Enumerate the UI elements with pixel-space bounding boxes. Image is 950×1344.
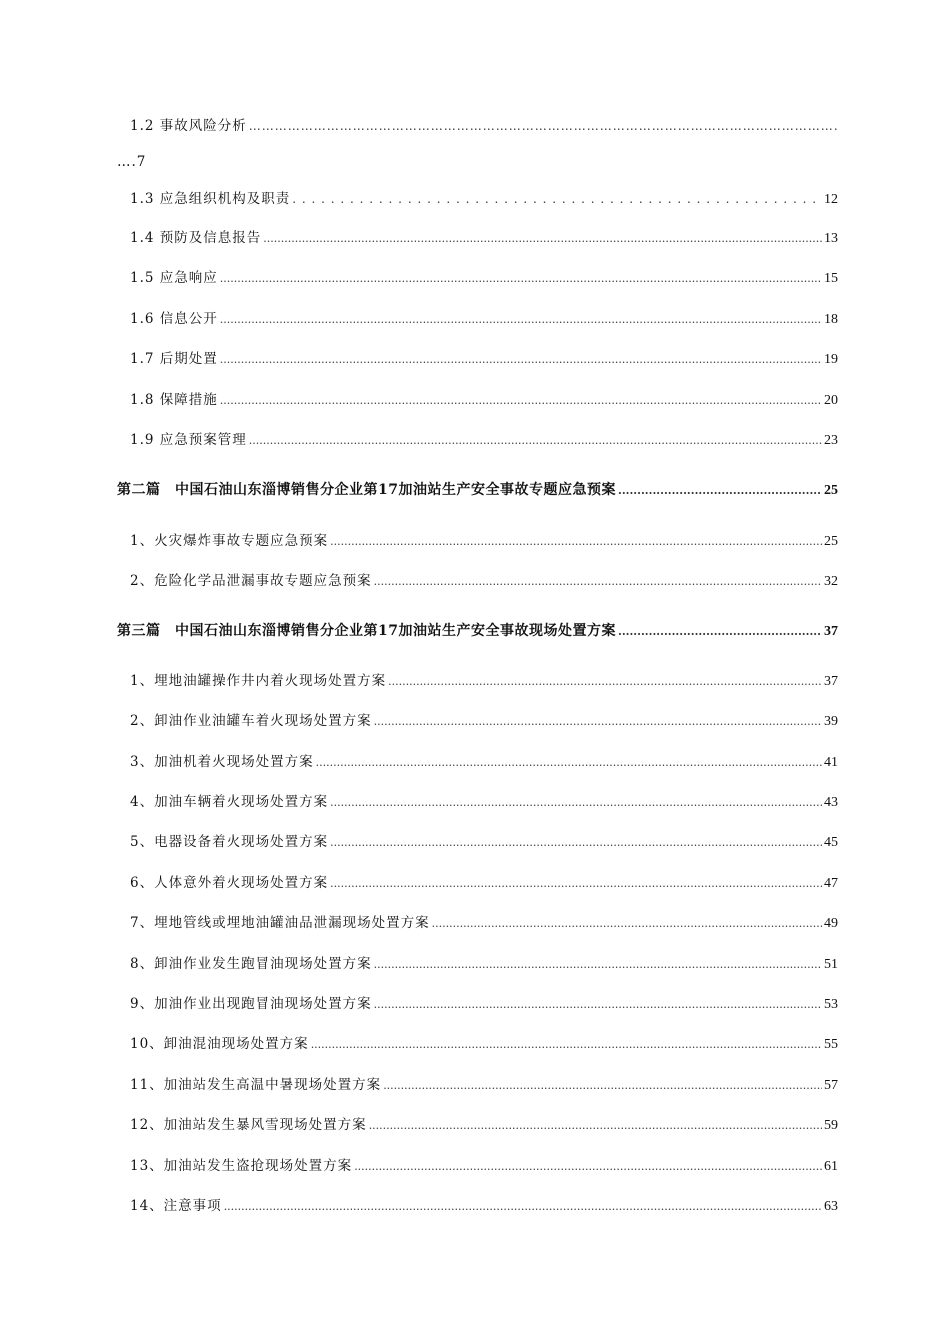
toc-entry-p3-6[interactable] [130, 874, 838, 893]
dot-leader [220, 269, 822, 288]
toc-page-number: 63 [824, 1199, 838, 1214]
toc-entry-p3-2[interactable] [130, 712, 838, 731]
dot-leader [220, 350, 822, 369]
dot-leader [374, 712, 822, 731]
toc-label: 5、电器设备着火现场处置方案 [130, 834, 329, 850]
toc-page-number: 32 [824, 574, 838, 589]
toc-page-number: 25 [824, 483, 838, 498]
toc-page-number: 20 [824, 393, 838, 408]
toc-page-number: 18 [824, 312, 838, 327]
toc-label: 1.5 应急响应 [130, 270, 218, 286]
toc-label: 13、加油站发生盗抢现场处置方案 [130, 1158, 353, 1174]
dot-leader [330, 833, 822, 852]
toc-label: 14、注意事项 [130, 1198, 222, 1214]
dot-leader [224, 1197, 822, 1216]
toc-entry-p3-4[interactable] [130, 793, 838, 812]
toc-page-number: 41 [824, 755, 838, 770]
toc-label: 2、卸油作业油罐车着火现场处置方案 [130, 713, 372, 729]
toc-page-number: 51 [824, 957, 838, 972]
dot-leader [374, 572, 822, 591]
toc-label: 1.7 后期处置 [130, 351, 218, 367]
dot-leader [383, 1076, 822, 1095]
toc-entry-p2-1[interactable] [130, 532, 838, 551]
toc-entry-1-2-continuation: ….7 [117, 154, 147, 170]
dot-leader [249, 117, 838, 135]
toc-page-number: 55 [824, 1037, 838, 1052]
toc-page-number: 23 [824, 433, 838, 448]
toc-label: 1.6 信息公开 [130, 311, 218, 327]
toc-page-number: 15 [824, 271, 838, 286]
dot-leader [249, 431, 822, 450]
toc-part-3[interactable] [117, 622, 838, 641]
toc-entry-p3-5[interactable] [130, 833, 838, 852]
toc-page-number: 13 [824, 231, 838, 246]
toc-entry-p2-2[interactable] [130, 572, 838, 591]
toc-entry-1-9[interactable] [130, 431, 838, 450]
toc-label: 1、埋地油罐操作井内着火现场处置方案 [130, 673, 387, 689]
toc-label: 10、卸油混油现场处置方案 [130, 1036, 309, 1052]
toc-entry-p3-8[interactable] [130, 955, 838, 974]
toc-page-number: 19 [824, 352, 838, 367]
toc-entry-p3-12[interactable] [130, 1116, 838, 1135]
dot-leader [354, 1157, 822, 1176]
toc-entry-p3-1[interactable] [130, 672, 838, 691]
toc-entry-1-8[interactable] [130, 391, 838, 410]
toc-entry-1-7[interactable] [130, 350, 838, 369]
toc-entry-p3-11[interactable] [130, 1076, 838, 1095]
toc-label: 1.2 事故风险分析 [130, 118, 247, 134]
toc-page-number: 39 [824, 714, 838, 729]
toc-page-number: 43 [824, 795, 838, 810]
toc-label: 12、加油站发生暴风雪现场处置方案 [130, 1117, 367, 1133]
dot-leader [618, 622, 822, 641]
toc-page-number: 53 [824, 997, 838, 1012]
toc-label: 1.4 预防及信息报告 [130, 230, 262, 246]
dot-leader [374, 955, 822, 974]
dot-leader [316, 753, 822, 772]
toc-page-number: 25 [824, 534, 838, 549]
dot-leader [220, 391, 822, 410]
dot-leader [220, 310, 822, 329]
dot-leader [388, 672, 822, 691]
toc-label: 4、加油车辆着火现场处置方案 [130, 794, 329, 810]
toc-label: 7、埋地管线或埋地油罐油品泄漏现场处置方案 [130, 915, 430, 931]
toc-page-number: 37 [824, 624, 838, 639]
toc-entry-p3-13[interactable] [130, 1157, 838, 1176]
toc-label: 6、人体意外着火现场处置方案 [130, 875, 329, 891]
dot-leader [330, 874, 822, 893]
dot-leader [618, 481, 822, 500]
dot-leader [311, 1035, 822, 1054]
toc-part-title: 第三篇 中国石油山东淄博销售分企业第17加油站生产安全事故现场处置方案 [117, 623, 616, 639]
toc-entry-p3-7[interactable] [130, 914, 838, 933]
toc-label: 1.9 应急预案管理 [130, 432, 247, 448]
toc-label: 11、加油站发生高温中暑现场处置方案 [130, 1077, 382, 1093]
dot-leader [263, 229, 822, 248]
toc-entry-1-2[interactable] [130, 117, 840, 135]
toc-page-number: 59 [824, 1118, 838, 1133]
toc-part-2[interactable] [117, 481, 838, 500]
toc-page-number: 57 [824, 1078, 838, 1093]
toc-part-title: 第二篇 中国石油山东淄博销售分企业第17加油站生产安全事故专题应急预案 [117, 482, 616, 498]
toc-entry-1-4[interactable] [130, 229, 838, 248]
dot-leader [330, 532, 822, 551]
toc-entry-p3-3[interactable] [130, 753, 838, 772]
toc-page-number: 37 [824, 674, 838, 689]
toc-page-number: 12 [824, 192, 838, 207]
toc-entry-p3-10[interactable] [130, 1035, 838, 1054]
toc-label: 1.3 应急组织机构及职责 [130, 191, 291, 207]
toc-label: 2、危险化学品泄漏事故专题应急预案 [130, 573, 372, 589]
toc-page-number: 47 [824, 876, 838, 891]
dot-leader [292, 190, 822, 208]
toc-label: 9、加油作业出现跑冒油现场处置方案 [130, 996, 372, 1012]
toc-page-number: 61 [824, 1159, 838, 1174]
dot-leader [432, 914, 822, 933]
toc-entry-1-6[interactable] [130, 310, 838, 329]
toc-page-number: 45 [824, 835, 838, 850]
toc-label: 8、卸油作业发生跑冒油现场处置方案 [130, 956, 372, 972]
toc-label: 1.8 保障措施 [130, 392, 218, 408]
toc-entry-1-5[interactable] [130, 269, 838, 288]
toc-entry-p3-14[interactable] [130, 1197, 838, 1216]
dot-leader [374, 995, 822, 1014]
dot-leader [369, 1116, 822, 1135]
dot-leader [330, 793, 822, 812]
toc-label: 3、加油机着火现场处置方案 [130, 754, 314, 770]
toc-page-number: 49 [824, 916, 838, 931]
toc-label: 1、火灾爆炸事故专题应急预案 [130, 533, 329, 549]
toc-entry-p3-9[interactable] [130, 995, 838, 1014]
toc-entry-1-3[interactable] [130, 190, 838, 209]
